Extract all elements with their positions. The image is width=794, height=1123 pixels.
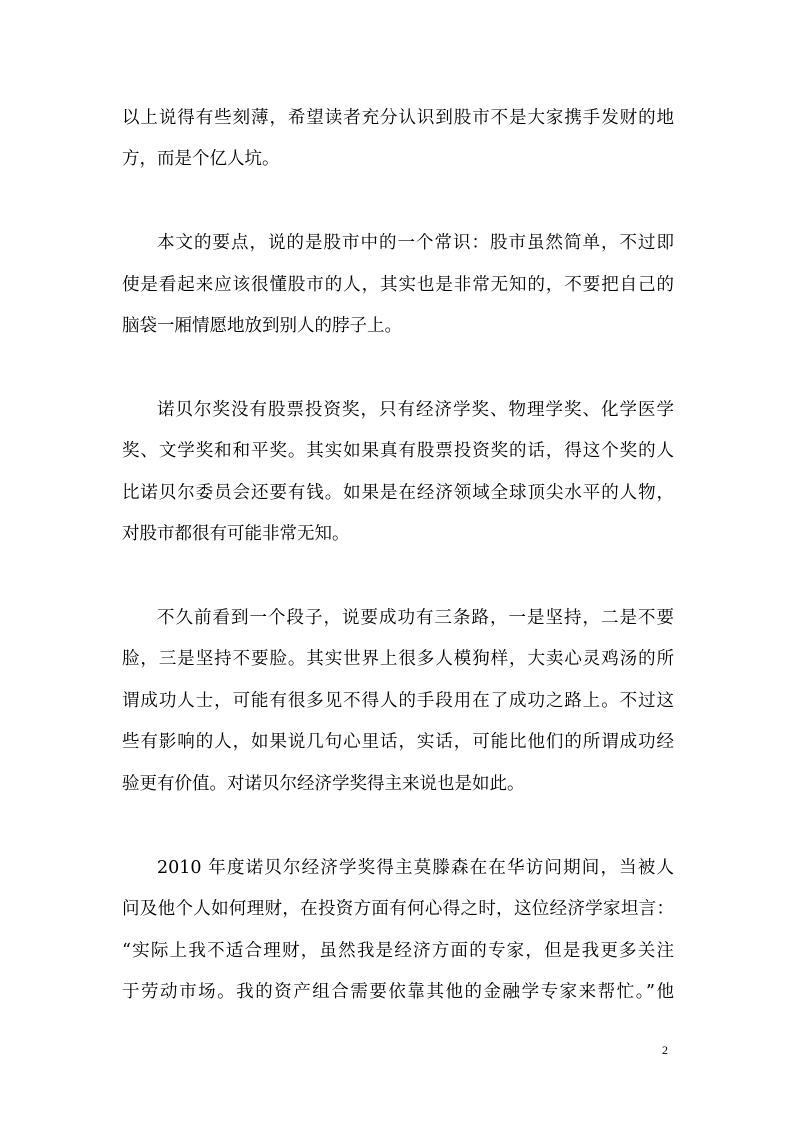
paragraph-4-line-1: 不久前看到一个段子，说要成功有三条路，一是坚持，二是不要 <box>157 608 674 628</box>
paragraph-4-line-3: 谓成功人士，可能有很多见不得人的手段用在了成功之路上。不过这 <box>122 691 674 711</box>
paragraph-2-line-2: 使是看起来应该很懂股市的人，其实也是非常无知的，不要把自己的 <box>122 275 674 295</box>
paragraph-4-line-5: 验更有价值。对诺贝尔经济学奖得主来说也是如此。 <box>122 774 525 794</box>
paragraph-1-line-2: 方，而是个亿人坑。 <box>122 149 280 169</box>
paragraph-1-line-1: 以上说得有些刻薄，希望读者充分认识到股市不是大家携手发财的地 <box>122 108 674 128</box>
paragraph-3-line-3: 比诺贝尔委员会还要有钱。如果是在经济领域全球顶尖水平的人物， <box>122 483 674 503</box>
paragraph-5-line-4: 于劳动市场。我的资产组合需要依靠其他的金融学专家来帮忙。”他 <box>122 982 674 1002</box>
paragraph-3-line-1: 诺贝尔奖没有股票投资奖，只有经济学奖、物理学奖、化学医学 <box>157 400 674 420</box>
paragraph-5-line-2: 问及他个人如何理财，在投资方面有何心得之时，这位经济学家坦言： <box>122 899 674 919</box>
paragraph-5-line-1: 2010 年度诺贝尔经济学奖得主莫滕森在在华访问期间，当被人 <box>157 858 674 878</box>
paragraph-5-line-3: “实际上我不适合理财，虽然我是经济方面的专家，但是我更多关注 <box>122 941 674 961</box>
paragraph-4-line-4: 些有影响的人，如果说几句心里话，实话，可能比他们的所谓成功经 <box>122 732 674 752</box>
page-number: 2 <box>662 1043 668 1057</box>
paragraph-2-line-1: 本文的要点，说的是股市中的一个常识：股市虽然简单，不过即 <box>157 233 674 253</box>
paragraph-4-line-2: 脸，三是坚持不要脸。其实世界上很多人模狗样，大卖心灵鸡汤的所 <box>122 649 674 669</box>
paragraph-2-line-3: 脑袋一厢情愿地放到别人的脖子上。 <box>122 316 402 336</box>
paragraph-3-line-2: 奖、文学奖和和平奖。其实如果真有股票投资奖的话，得这个奖的人 <box>122 441 674 461</box>
paragraph-3-line-4: 对股市都很有可能非常无知。 <box>122 524 350 544</box>
